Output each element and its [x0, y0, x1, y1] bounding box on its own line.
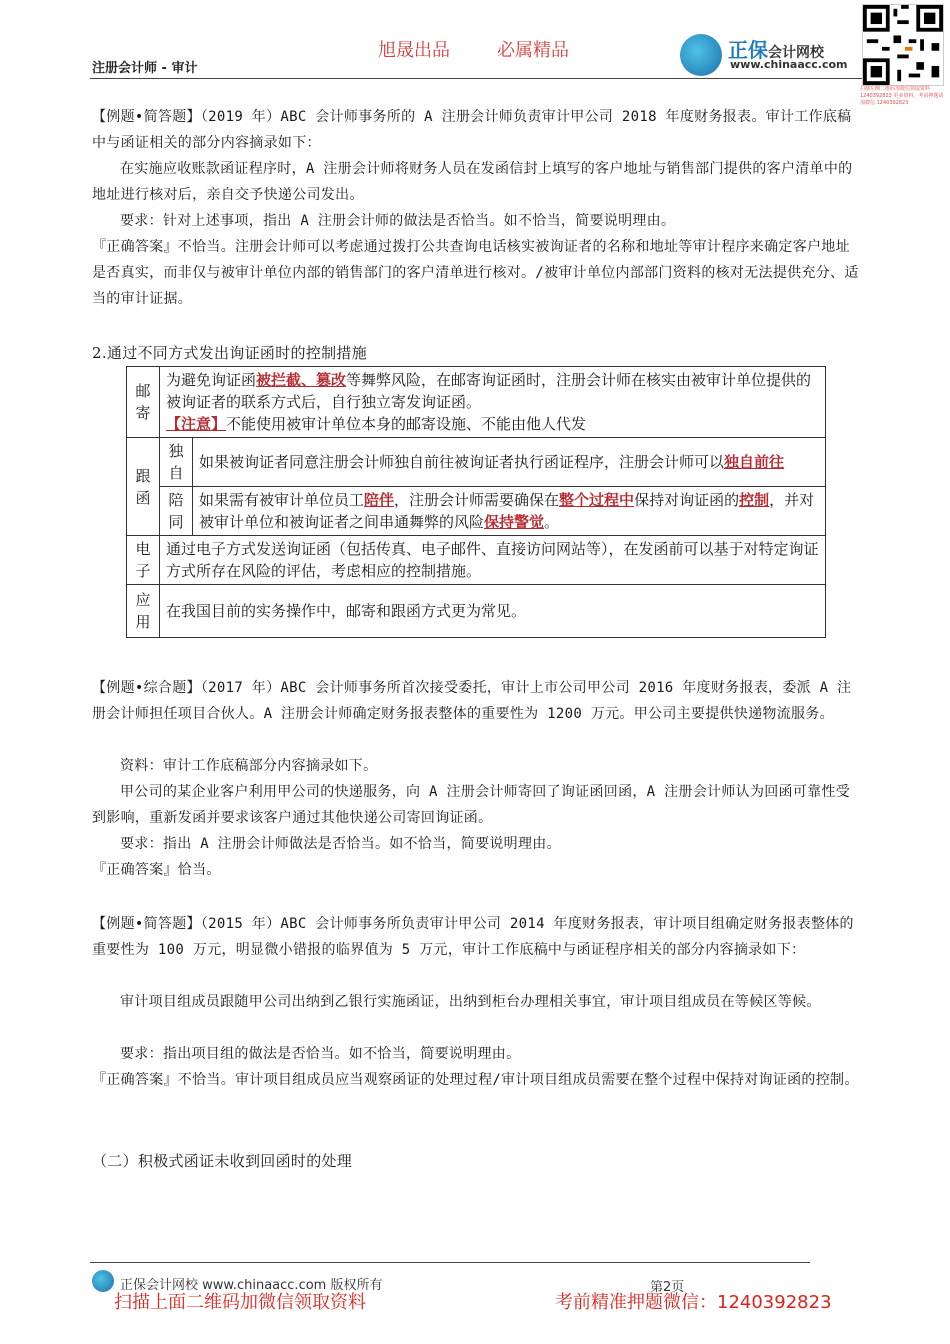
sub-label-alone: 独自 — [160, 438, 193, 487]
header-slogan-left: 旭晟出品 — [378, 40, 450, 61]
accompany-text-4: ，并对被审计单位和被询证者之间串通舞弊的风险 — [199, 491, 815, 531]
example2-scenario: 甲公司的某企业客户利用甲公司的快递服务，向 A 注册会计师寄回了询证函回函，A 注册会计师认为回函可靠性受到影响，重新发函并要求该客户通过其他快递公司寄回询证函。 — [92, 784, 851, 826]
example2-title: 【例题•综合题】（2017 年）ABC 会计师事务所首次接受委托，审计上市公司甲公司 2016 年度财务报表，委派 A 注册会计师担任项目合伙人。A 注册会计师确定财务报表整体的重要性为 1200 万元。甲公司主要提供快递物流服务。 — [92, 680, 852, 722]
alone-text-1: 如果被询证者同意注册会计师独自前往被询证者执行函证程序，注册会计师可以 — [199, 453, 725, 471]
row-label-application: 应用 — [127, 585, 160, 638]
example2-answer: 『正确答案』恰当。 — [92, 862, 221, 878]
table-row-mail — [127, 367, 826, 438]
accompany-text-2: ，注册会计师需要确保在 — [394, 491, 560, 509]
mail-text-2: 等舞弊风险，在邮寄询证函时，注册会计师在核实由被审计单位提供的被询证者的联系方式后，自行独立寄发询证函。 — [166, 371, 812, 411]
example3-scenario: 审计项目组成员跟随甲公司出纳到乙银行实施函证，出纳到柜台办理相关事宜，审计项目组成员在等候区等候。 — [120, 994, 821, 1010]
section3-heading: （二）积极式函证未收到回函时的处理 — [92, 1152, 353, 1170]
example1-requirement: 要求：针对上述事项，指出 A 注册会计师的做法是否恰当。如不恰当，简要说明理由。 — [120, 213, 676, 229]
row-content-accompany — [193, 487, 826, 536]
row-content-electronic: 通过电子方式发送询证函（包括传真、电子邮件、直接访问网站等），在发函前可以基于对特定询证方式所存在风险的评估，考虑相应的控制措施。 — [160, 536, 826, 585]
accompany-text-5: 。 — [544, 513, 560, 531]
accompany-text-3: 保持对询证函的 — [634, 491, 740, 509]
brand-subname: 会计网校 — [768, 45, 824, 61]
row-content-alone — [193, 438, 826, 487]
row-content-application: 在我国目前的实务操作中，邮寄和跟函方式更为常见。 — [160, 585, 826, 638]
example2-material: 资料：审计工作底稿部分内容摘录如下。 — [120, 758, 378, 774]
row-content-mail — [160, 367, 826, 438]
example1-scenario: 在实施应收账款函证程序时，A 注册会计师将财务人员在发函信封上填写的客户地址与销售部门提供的客户清单中的地址进行核对后，亲自交予快递公司发出。 — [92, 161, 853, 203]
alone-highlight-1: 独自前往 — [724, 453, 785, 471]
sub-label-accompany: 陪同 — [160, 487, 193, 536]
mail-note-tag: 【注意】 — [166, 415, 227, 433]
section2-heading: 2.通过不同方式发出询证函时的控制措施 — [92, 344, 368, 362]
document-title: 注册会计师 - 审计 — [92, 61, 198, 76]
example1-title: 【例题•简答题】（2019 年）ABC 会计师事务所的 A 注册会计师负责审计甲公司 2018 年度财务报表。审计工作底稿中与函证相关的部分内容摘录如下： — [92, 109, 852, 151]
example3-title: 【例题•简答题】（2015 年）ABC 会计师事务所负责审计甲公司 2014 年度财务报表，审计项目组确定财务报表整体的重要性为 100 万元，明显微小错报的临界值为 5 万元，审计工作底稿中与函证程序相关的部分内容摘录如下： — [92, 916, 854, 958]
row-label-electronic: 电子 — [127, 536, 160, 585]
example3-requirement: 要求：指出项目组的做法是否恰当。如不恰当，简要说明理由。 — [120, 1046, 521, 1062]
brand-logo-icon — [680, 34, 722, 76]
accompany-highlight-2: 整个过程中 — [559, 491, 635, 509]
accompany-highlight-4: 保持警觉 — [484, 513, 545, 531]
footer-logo-icon — [92, 1270, 114, 1292]
promo-right: 考前精准押题微信：1240392823 — [555, 1292, 832, 1313]
example3-answer: 『正确答案』不恰当。审计项目组成员应当观察函证的处理过程/审计项目组成员需要在整个过程中保持对询证函的控制。 — [92, 1072, 859, 1088]
footer-copyright: 正保会计网校 www.chinaacc.com 版权所有 — [120, 1278, 383, 1293]
accompany-highlight-1: 陪伴 — [364, 491, 395, 509]
footer-page-number: 第2页 — [650, 1280, 685, 1295]
footer-divider — [90, 1262, 810, 1263]
header-slogan-right: 必属精品 — [497, 40, 569, 61]
table-row-follow-accompany — [127, 487, 826, 536]
table-row-electronic — [127, 536, 826, 585]
qr-caption: 扫描左侧二维码加微信领取资料 1240392823 更多资料，考前押题请加微信 1240392823 — [860, 86, 944, 106]
mail-text-1: 为避免询证函 — [166, 371, 257, 389]
header-divider — [90, 78, 862, 79]
promo-left: 扫描上面二维码加微信领取资料 — [114, 1292, 366, 1313]
mail-note-text: 不能使用被审计单位本身的邮寄设施、不能由他人代发 — [226, 415, 587, 433]
brand-url: www.chinaacc.com — [730, 58, 848, 71]
row-label-follow: 跟函 — [127, 438, 160, 536]
qr-code-icon — [862, 4, 944, 86]
example1-answer: 『正确答案』不恰当。注册会计师可以考虑通过拨打公共查询电话核实被询证者的名称和地址等审计程序来确定客户地址是否真实，而非仅与被审计单位内部的销售部门的客户清单进行核对。/被审计单位内部部门资料的核对无法提供充分、适当的审计证据。 — [92, 239, 859, 307]
brand-name: 正保 — [728, 38, 768, 62]
accompany-highlight-3: 控制 — [739, 491, 770, 509]
control-measures-table — [126, 366, 826, 638]
mail-highlight-1: 被拦截、篡改 — [256, 371, 347, 389]
accompany-text-1: 如果需有被审计单位员工 — [199, 491, 365, 509]
table-row-application — [127, 585, 826, 638]
example2-requirement: 要求：指出 A 注册会计师做法是否恰当。如不恰当，简要说明理由。 — [120, 836, 561, 852]
table-row-follow-alone — [127, 438, 826, 487]
row-label-mail: 邮寄 — [127, 367, 160, 438]
